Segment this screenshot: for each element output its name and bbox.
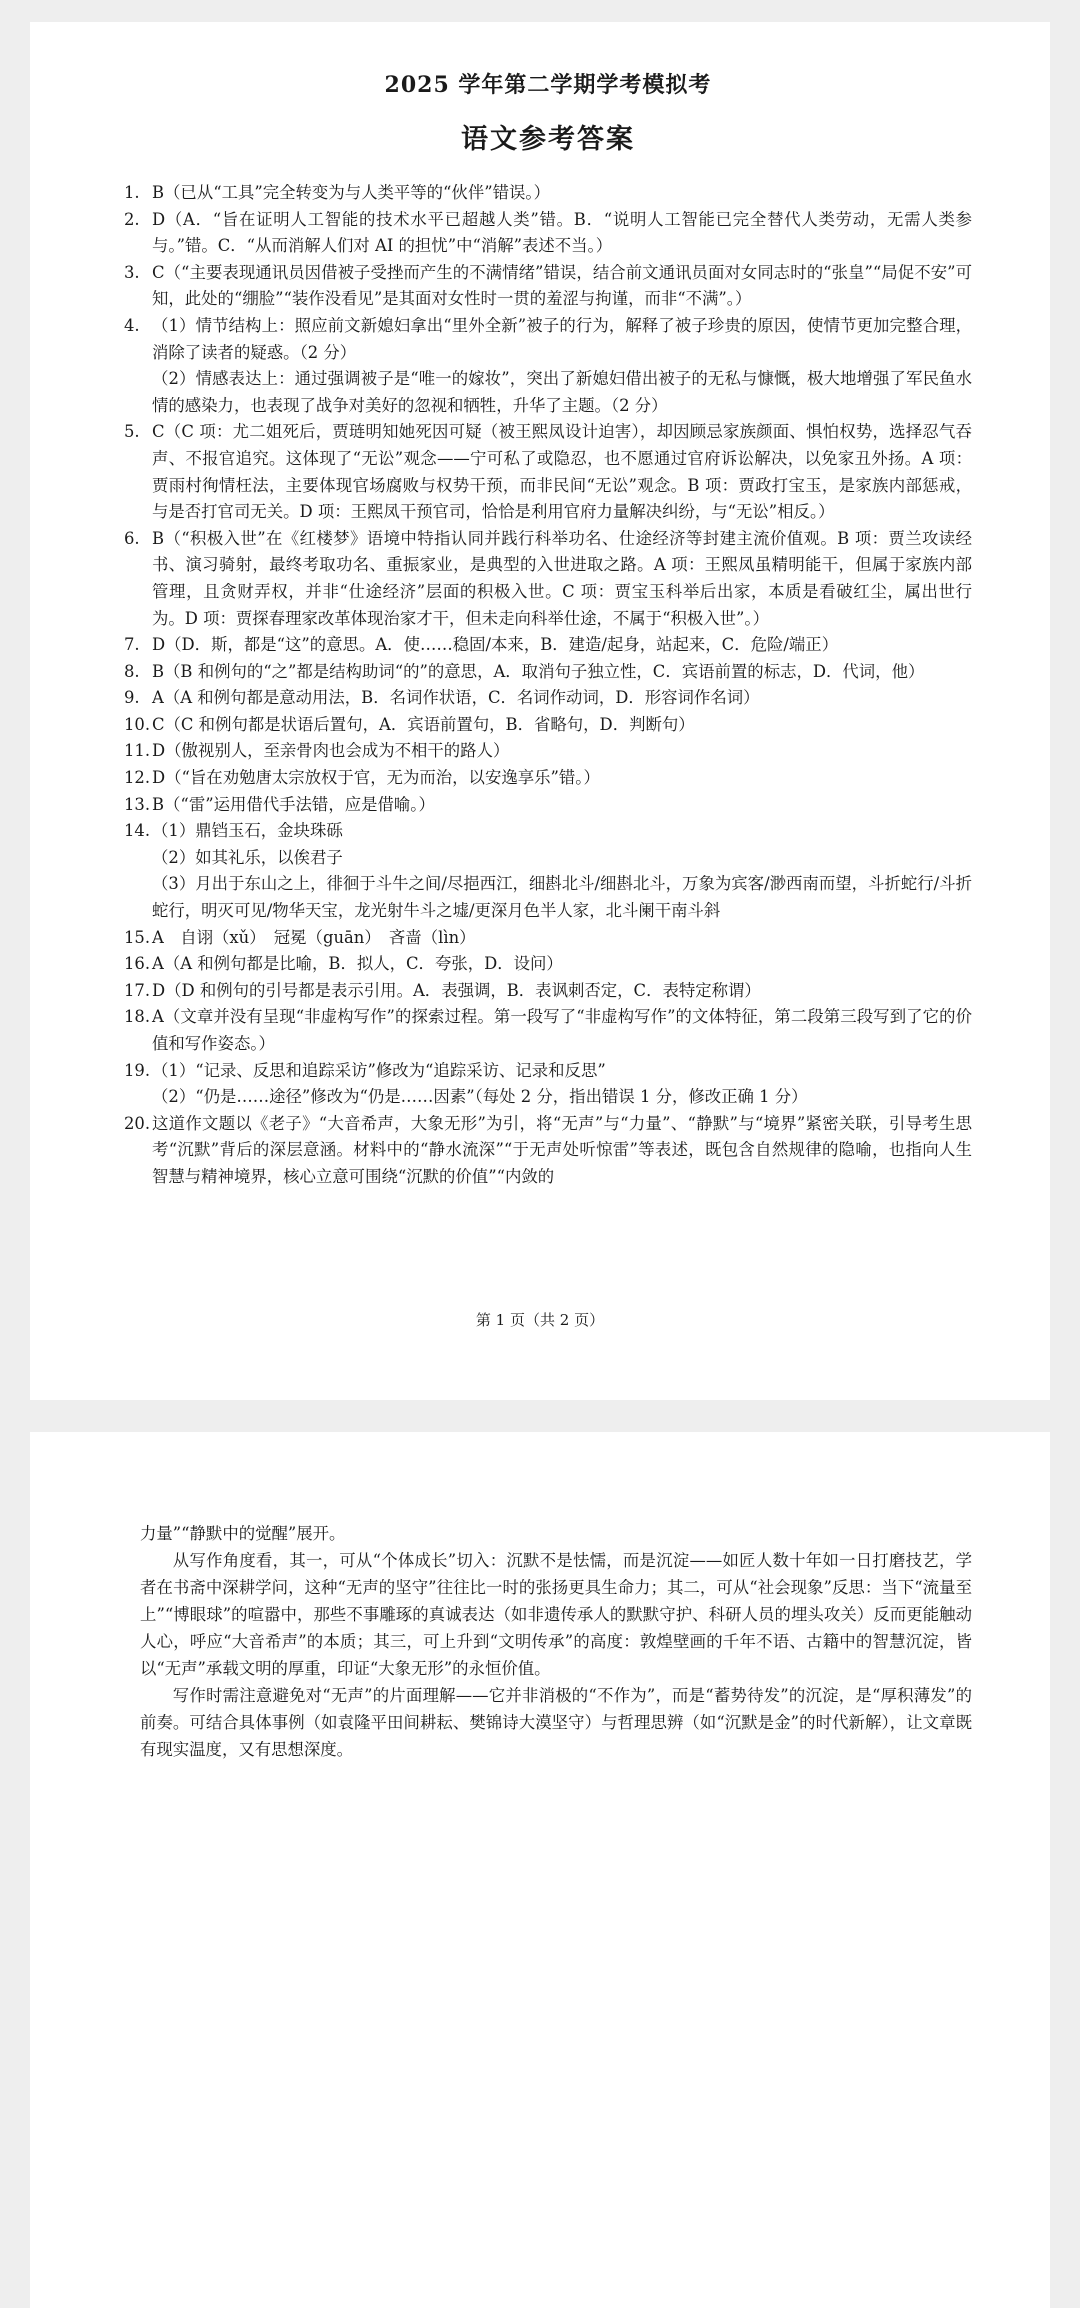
answer-item (124, 738, 972, 765)
answer-subitem: （2）“仍是……途径”修改为“仍是……因素”（每处 2 分，指出错误 1 分，修改正确 1 分） (152, 1087, 808, 1107)
answer-text: D（D．斯，都是“这”的意思。A．使……稳固/本来，B．建造/起身，站起来，C．危险/端正） (152, 635, 839, 655)
answer-text: A 自诩（xǔ） 冠冕（guān） 吝啬（lìn） (152, 927, 476, 947)
exam-title: 2025 学年第二学期学考模拟考 (384, 72, 712, 98)
answer-text: A（A 和例句都是比喻，B．拟人，C．夸张，D．设问） (152, 954, 563, 974)
answer-text: （1）“记录、反思和追踪采访”修改为“追踪采访、记录和反思” (152, 1060, 606, 1080)
answer-text: B（“雷”运用借代手法错，应是借喻。） (152, 794, 435, 814)
answer-number: 6. (124, 528, 140, 548)
answer-page-2 (30, 1432, 1050, 2308)
answer-item (124, 712, 972, 739)
answer-number: 19. (124, 1060, 151, 1080)
essay-analysis-paragraph: 从写作角度看，其一，可从“个体成长”切入：沉默不是怯懦，而是沉淀——如匠人数十年如一日打磨技艺，学者在书斋中深耕学问，这种“无声的坚守”往往比一时的张扬更具生命力；其二，可从“社会现象”反思：当下“流量至上”“博眼球”的喧嚣中，那些不事雕琢的真诚表达（如非遗传承人的默默守护、科研人员的埋头攻关）反而更能触动人心，呼应“大音希声”的本质；其三，可上升到“文明传承”的高度：敦煌壁画的千年不语、古籍中的智慧沉淀，皆以“无声”承载文明的厚重，印证“大象无形”的永恒价值。 (140, 1551, 972, 1678)
answer-item (124, 685, 972, 712)
answer-text: B（B 和例句的“之”都是结构助词“的”的意思，A．取消句子独立性，C．宾语前置的标志，D．代词，他） (152, 661, 925, 681)
answer-item (124, 632, 972, 659)
answer-number: 17. (124, 980, 151, 1000)
answer-item (124, 1058, 972, 1085)
answer-item (124, 180, 972, 207)
answer-text: D（A．“旨在证明人工智能的技术水平已超越人类”错。B．“说明人工智能已完全替代人类劳动，无需人类参与。”错。C．“从而消解人们对 AI 的担忧”中“消解”表述不当。） (152, 209, 972, 256)
answer-item (124, 313, 972, 366)
answer-number: 4. (124, 315, 140, 335)
answer-number: 12. (124, 768, 151, 788)
answer-text: D（D 和例句的引号都是表示引用。A．表强调，B．表讽刺否定，C．表特定称谓） (152, 980, 761, 1000)
answer-item (124, 207, 972, 260)
answer-number: 7. (124, 635, 140, 655)
answer-key-title: 语文参考答案 (461, 124, 635, 155)
answer-text: A（文章并没有呈现“非虚构写作”的探索过程。第一段写了“非虚构写作”的文体特征，第二段第三段写到了它的价值和写作姿态。） (152, 1007, 972, 1053)
answer-text: 这道作文题以《老子》“大音希声，大象无形”为引，将“无声”与“力量”、“静默”与“境界”紧密关联，引导考生思考“沉默”背后的深层意涵。材料中的“静水流深”“于无声处听惊雷”等表述，既包含自然规律的隐喻，也指向人生智慧与精神境界，核心立意可围绕“沉默的价值”“内敛的 (152, 1113, 972, 1186)
answer-item (124, 818, 972, 845)
answer-list (124, 180, 972, 1191)
answer-item (124, 419, 972, 525)
answer-item (124, 659, 972, 686)
answer-text: （1）鼎铛玉石，金块珠砾 (152, 821, 343, 841)
answer-text: D（傲视别人，至亲骨肉也会成为不相干的路人） (152, 741, 510, 761)
answer-number: 9. (124, 688, 140, 708)
answer-text: （1）情节结构上：照应前文新媳妇拿出“里外全新”被子的行为，解释了被子珍贵的原因，使情节更加完整合理，消除了读者的疑惑。（2 分） (152, 315, 972, 362)
answer-number: 13. (124, 794, 151, 814)
answer-number: 1. (124, 183, 140, 202)
answer-text: C（“主要表现通讯员因借被子受挫而产生的不满情绪”错误，结合前文通讯员面对女同志时的“张皇”“局促不安”可知，此处的“绷脸”“装作没看见”是其面对女性时一贯的羞涩与拘谨，而非“不满”。） (152, 262, 972, 309)
answer-number: 15. (124, 927, 151, 947)
answer-item (124, 260, 972, 313)
answer-text: B（“积极入世”在《红楼梦》语境中特指认同并践行科举功名、仕途经济等封建主流价值观。B 项：贾兰攻读经书、演习骑射，最终考取功名、重振家业，是典型的入世进取之路。A 项：王熙凤虽精明能干，但属于家族内部管理，且贪财弄权，并非“仕途经济”层面的积极入世。C 项：贾宝玉科举后出家，本质是看破红尘，属出世行为。D 项：贾探春理家改革体现治家才干，但未走向科举仕途，不属于“积极入世”。） (152, 528, 972, 628)
page-number: 第 1 页（共 2 页） (475, 1311, 605, 1329)
answer-item (124, 978, 972, 1005)
answer-text: D（“旨在劝勉唐太宗放权于官，无为而治，以安逸享乐”错。） (152, 768, 600, 788)
answer-number: 3. (124, 262, 140, 282)
answer-item (124, 925, 972, 952)
answer-text: C（C 和例句都是状语后置句，A．宾语前置句，B．省略句，D．判断句） (152, 714, 695, 734)
answer-number: 20. (124, 1113, 151, 1133)
answer-number: 11. (124, 741, 151, 761)
answer-page-1 (30, 22, 1050, 1400)
answer-item (124, 526, 972, 632)
answer-item (124, 1111, 972, 1191)
answer-number: 14. (124, 821, 151, 841)
answer-subitem: （3）月出于东山之上，徘徊于斗牛之间/尽挹西江，细斟北斗/细斟北斗，万象为宾客/渺西南而望，斗折蛇行/斗折蛇行，明灭可见/物华天宝，龙光射牛斗之墟/更深月色半人家，北斗阑干南斗斜 (152, 874, 972, 921)
answer-number: 2. (124, 209, 140, 229)
answer-number: 10. (124, 714, 151, 734)
answer-number: 18. (124, 1007, 151, 1027)
answer-item (124, 792, 972, 819)
answer-item (124, 951, 972, 978)
answer-subitem: （2）情感表达上：通过强调被子是“唯一的嫁妆”，突出了新媳妇借出被子的无私与慷慨，极大地增强了军民鱼水情的感染力，也表现了战争对美好的忽视和牺牲，升华了主题。（2 分） (152, 369, 972, 415)
answer-number: 5. (124, 422, 140, 442)
answer-number: 16. (124, 954, 151, 974)
essay-advice-paragraph: 写作时需注意避免对“无声”的片面理解——它并非消极的“不作为”，而是“蓄势待发”的沉淀，是“厚积薄发”的前奏。可结合具体事例（如袁隆平田间耕耘、樊锦诗大漠坚守）与哲理思辨（如“沉默是金”的时代新解），让文章既有现实温度，又有思想深度。 (140, 1686, 972, 1759)
answer-item (124, 765, 972, 792)
answer-subitem: （2）如其礼乐，以俟君子 (152, 847, 343, 867)
answer-text: B（已从“工具”完全转变为与人类平等的“伙伴”错误。） (152, 183, 550, 202)
essay-continuation: 力量”“静默中的觉醒”展开。 (140, 1524, 346, 1543)
answer-number: 8. (124, 661, 140, 681)
answer-text: A（A 和例句都是意动用法，B．名词作状语，C．名词作动词，D．形容词作名词） (152, 688, 760, 708)
answer-text: C（C 项：尤二姐死后，贾琏明知她死因可疑（被王熙凤设计迫害），却因顾忌家族颜面、惧怕权势，选择忍气吞声、不报官追究。这体现了“无讼”观念——宁可私了或隐忍，也不愿通过官府诉讼解决，以免家丑外扬。A 项：贾雨村徇情枉法，主要体现官场腐败与权势干预，而非民间“无讼”观念。B 项：贾政打宝玉，是家族内部惩戒，与是否打官司无关。D 项：王熙凤干预官司，恰恰是利用官府力量解决纠纷，与“无讼”相反。） (152, 422, 972, 522)
answer-item (124, 1004, 972, 1057)
